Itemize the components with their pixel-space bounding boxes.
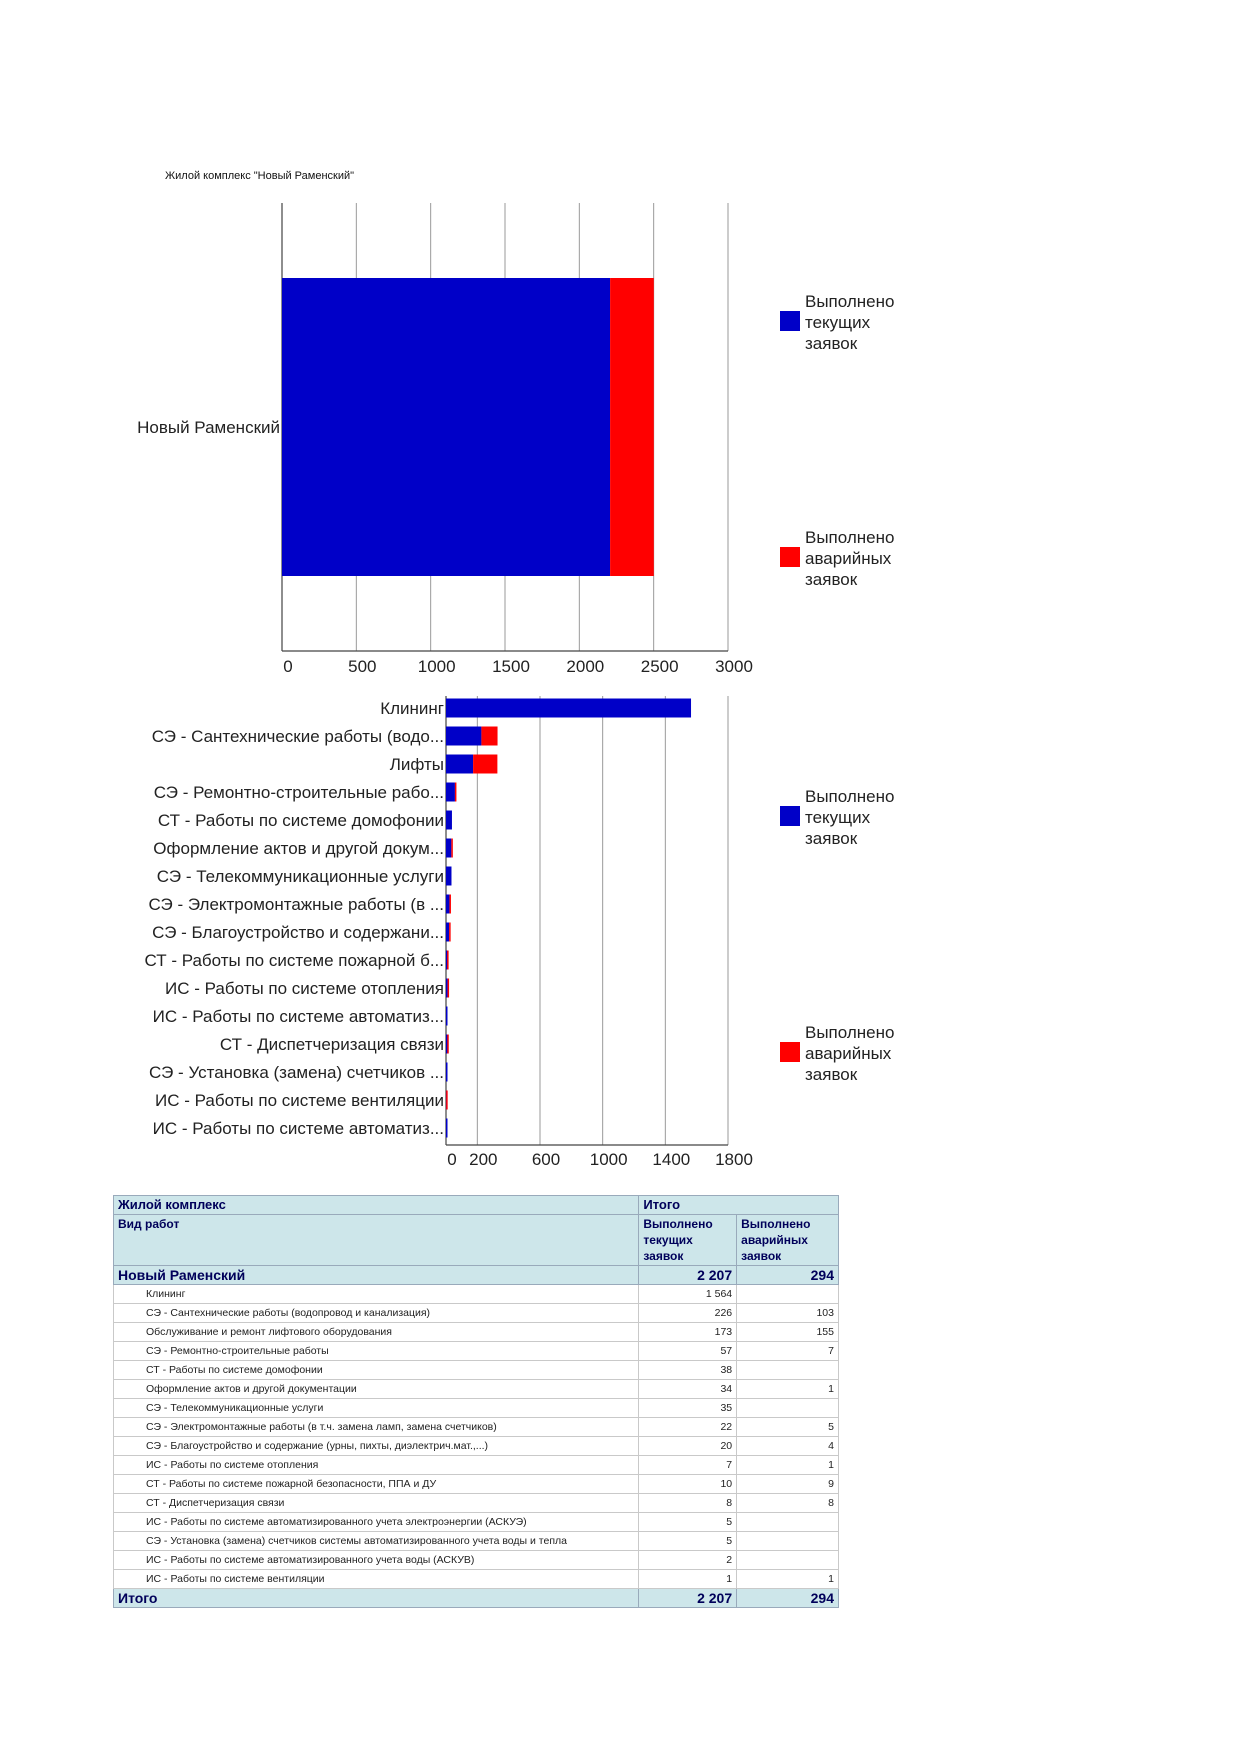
bar-emergency [610, 278, 654, 576]
category-label: СТ - Диспетчеризация связи [219, 1034, 444, 1054]
x-tick-label: 3000 [715, 657, 753, 676]
bar-emergency [449, 923, 451, 942]
category-label: СЭ - Ремонтно-строительные рабо... [153, 782, 444, 802]
emergency-count: 8 [737, 1494, 839, 1513]
emergency-count [737, 1285, 839, 1304]
bar-current [446, 727, 481, 746]
work-types-chart [0, 690, 1240, 1170]
x-tick-label: 0 [447, 1150, 457, 1169]
emergency-count: 9 [737, 1475, 839, 1494]
category-label: СТ - Работы по системе домофонии [157, 810, 444, 830]
category-label: ИС - Работы по системе вентиляции [155, 1090, 444, 1110]
work-type-name: СЭ - Ремонтно-строительные работы [114, 1342, 639, 1361]
table-row [114, 1513, 839, 1532]
bar-current [446, 867, 451, 886]
bar-emergency [481, 727, 497, 746]
work-type-name: СЭ - Электромонтажные работы (в т.ч. замена ламп, замена счетчиков) [114, 1418, 639, 1437]
page-caption: Жилой комплекс "Новый Раменский" [165, 170, 355, 182]
bar-current [446, 923, 449, 942]
bar-current [446, 1119, 448, 1138]
table-header-row [114, 1196, 839, 1215]
work-type-name: Обслуживание и ремонт лифтового оборудования [114, 1323, 639, 1342]
header-emergency: Выполнено аварийных заявок [737, 1215, 839, 1266]
group-current: 2 207 [639, 1266, 737, 1285]
work-type-name: ИС - Работы по системе вентиляции [114, 1570, 639, 1589]
legend-label: текущих [805, 313, 871, 332]
total-current: 2 207 [639, 1589, 737, 1608]
work-type-name: СТ - Работы по системе пожарной безопасности, ППА и ДУ [114, 1475, 639, 1494]
current-count: 8 [639, 1494, 737, 1513]
table-row [114, 1285, 839, 1304]
current-count: 173 [639, 1323, 737, 1342]
legend-label: Выполнено [805, 528, 895, 547]
emergency-count: 4 [737, 1437, 839, 1456]
table-row [114, 1551, 839, 1570]
table-total-row [114, 1589, 839, 1608]
emergency-count: 1 [737, 1456, 839, 1475]
table-row [114, 1361, 839, 1380]
work-type-name: СЭ - Сантехнические работы (водопровод и канализация) [114, 1304, 639, 1323]
legend-label: аварийных [805, 1044, 892, 1063]
header-complex: Жилой комплекс [114, 1196, 639, 1215]
legend-swatch [780, 806, 800, 826]
work-type-name: СТ - Диспетчеризация связи [114, 1494, 639, 1513]
table-row [114, 1494, 839, 1513]
bar-emergency [446, 1091, 448, 1110]
bar-emergency [473, 755, 497, 774]
legend-label: Выполнено [805, 292, 895, 311]
table-row [114, 1532, 839, 1551]
bar-emergency [449, 895, 451, 914]
legend-label: заявок [805, 570, 858, 589]
emergency-count [737, 1361, 839, 1380]
x-tick-label: 1000 [589, 1150, 628, 1169]
legend-emergency [780, 1023, 894, 1084]
current-count: 5 [639, 1513, 737, 1532]
category-label: СЭ - Телекоммуникационные услуги [156, 866, 444, 886]
legend-swatch [780, 1042, 800, 1062]
legend-swatch [780, 311, 800, 331]
complex-summary-chart [0, 195, 1240, 685]
bar-current [446, 811, 452, 830]
table-row [114, 1342, 839, 1361]
current-count: 1 564 [639, 1285, 737, 1304]
group-name: Новый Раменский [114, 1266, 639, 1285]
category-label: СЭ - Электромонтажные работы (в ... [148, 894, 444, 914]
category-label: Лифты [389, 754, 444, 774]
category-label: Клининг [380, 698, 444, 718]
table-row [114, 1323, 839, 1342]
table-row [114, 1304, 839, 1323]
emergency-count [737, 1551, 839, 1570]
current-count: 22 [639, 1418, 737, 1437]
table-row [114, 1437, 839, 1456]
x-tick-label: 600 [531, 1150, 561, 1169]
emergency-count: 1 [737, 1380, 839, 1399]
legend-label: заявок [805, 334, 858, 353]
group-emergency: 294 [737, 1266, 839, 1285]
emergency-count [737, 1532, 839, 1551]
emergency-count: 103 [737, 1304, 839, 1323]
work-type-name: Оформление актов и другой документации [114, 1380, 639, 1399]
header-total: Итого [639, 1196, 839, 1215]
total-emergency: 294 [737, 1589, 839, 1608]
header-current: Выполнено текущих заявок [639, 1215, 737, 1266]
category-label: Новый Раменский [137, 417, 280, 437]
current-count: 10 [639, 1475, 737, 1494]
bar-current [282, 278, 610, 576]
legend-swatch [780, 547, 800, 567]
bar-emergency [451, 839, 453, 858]
bar-current [446, 1007, 448, 1026]
category-label: СЭ - Сантехнические работы (водо... [151, 726, 444, 746]
legend-label: Выполнено [805, 787, 895, 806]
legend-emergency [780, 528, 894, 589]
bar-current [446, 839, 451, 858]
current-count: 226 [639, 1304, 737, 1323]
legend-label: Выполнено [805, 1023, 895, 1042]
x-tick-label: 1800 [715, 1150, 753, 1169]
bar-emergency [447, 1035, 449, 1054]
bar-current [446, 699, 691, 718]
table-group-row [114, 1266, 839, 1285]
legend-label: текущих [805, 808, 871, 827]
x-tick-label: 0 [283, 657, 293, 676]
emergency-count [737, 1513, 839, 1532]
bar-emergency [448, 979, 450, 998]
work-type-name: ИС - Работы по системе автоматизированного учета воды (АСКУВ) [114, 1551, 639, 1570]
bar-current [446, 1063, 448, 1082]
emergency-count: 155 [737, 1323, 839, 1342]
work-type-name: СТ - Работы по системе домофонии [114, 1361, 639, 1380]
x-tick-label: 1000 [417, 657, 456, 676]
legend-current [780, 292, 894, 353]
work-type-name: ИС - Работы по системе отопления [114, 1456, 639, 1475]
x-tick-label: 200 [469, 1150, 498, 1169]
current-count: 57 [639, 1342, 737, 1361]
category-label: СЭ - Благоустройство и содержани... [152, 922, 444, 942]
table-row [114, 1570, 839, 1589]
table-row [114, 1456, 839, 1475]
x-tick-label: 1500 [492, 657, 530, 676]
legend-current [780, 787, 894, 848]
category-label: Оформление актов и другой докум... [153, 838, 444, 858]
work-type-name: Клининг [114, 1285, 639, 1304]
current-count: 5 [639, 1532, 737, 1551]
bar-current [446, 755, 473, 774]
x-tick-label: 1400 [652, 1150, 691, 1169]
x-tick-label: 2500 [640, 657, 679, 676]
category-label: ИС - Работы по системе автоматиз... [152, 1118, 444, 1138]
current-count: 7 [639, 1456, 737, 1475]
bar-current [446, 783, 455, 802]
x-tick-label: 500 [348, 657, 377, 676]
bar-current [446, 895, 449, 914]
work-type-name: СЭ - Телекоммуникационные услуги [114, 1399, 639, 1418]
work-type-name: СЭ - Установка (замена) счетчиков системы автоматизированного учета воды и тепла [114, 1532, 639, 1551]
current-count: 1 [639, 1570, 737, 1589]
table-subheader-row [114, 1215, 839, 1266]
category-label: СЭ - Установка (замена) счетчиков ... [149, 1062, 444, 1082]
current-count: 35 [639, 1399, 737, 1418]
legend-label: аварийных [805, 549, 892, 568]
emergency-count [737, 1399, 839, 1418]
bar-emergency [447, 951, 449, 970]
bar-current [446, 979, 448, 998]
current-count: 20 [639, 1437, 737, 1456]
total-label: Итого [114, 1589, 639, 1608]
emergency-count: 5 [737, 1418, 839, 1437]
current-count: 38 [639, 1361, 737, 1380]
x-tick-label: 2000 [566, 657, 605, 676]
table-row [114, 1418, 839, 1437]
table-row [114, 1380, 839, 1399]
category-label: ИС - Работы по системе отопления [165, 978, 444, 998]
table-row [114, 1475, 839, 1494]
work-type-name: СЭ - Благоустройство и содержание (урны, пихты, диэлектрич.мат.,...) [114, 1437, 639, 1456]
header-work-type: Вид работ [114, 1215, 639, 1266]
bar-emergency [455, 783, 457, 802]
emergency-count: 7 [737, 1342, 839, 1361]
report-table [113, 1195, 839, 1608]
category-label: СТ - Работы по системе пожарной б... [144, 950, 444, 970]
emergency-count: 1 [737, 1570, 839, 1589]
current-count: 34 [639, 1380, 737, 1399]
current-count: 2 [639, 1551, 737, 1570]
legend-label: заявок [805, 1065, 858, 1084]
legend-label: заявок [805, 829, 858, 848]
table-row [114, 1399, 839, 1418]
category-label: ИС - Работы по системе автоматиз... [152, 1006, 444, 1026]
work-type-name: ИС - Работы по системе автоматизированного учета электроэнергии (АСКУЭ) [114, 1513, 639, 1532]
